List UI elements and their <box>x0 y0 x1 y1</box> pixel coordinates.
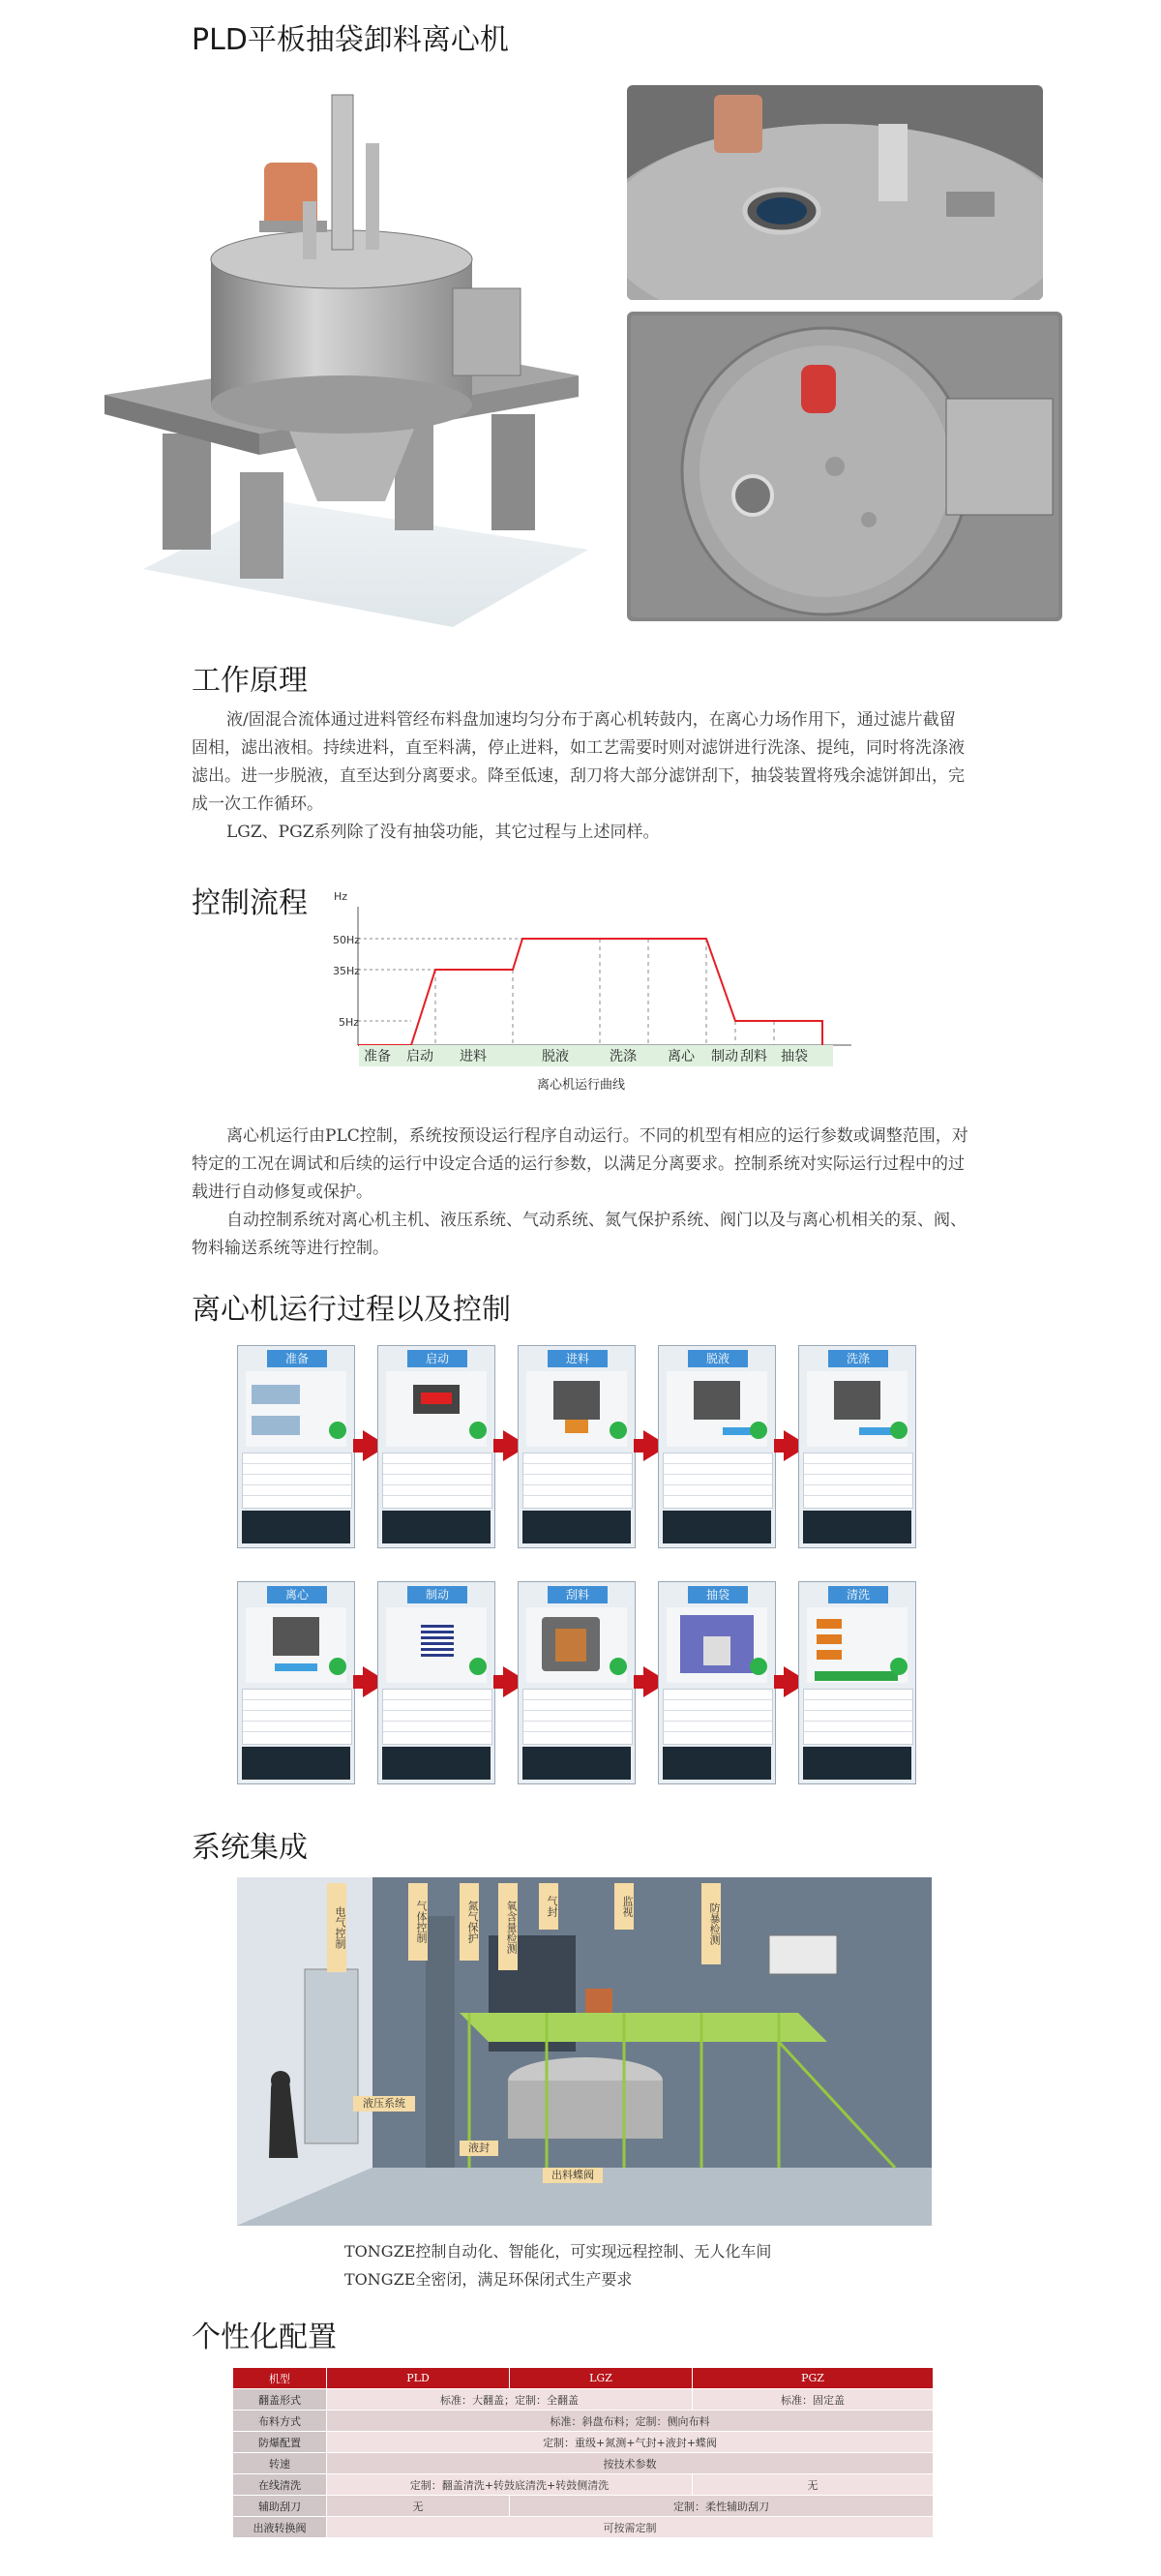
flow-screen-plot <box>242 1747 350 1780</box>
stage-label: 洗涤 <box>610 1049 637 1064</box>
integration-text-1: TONGZE控制自动化、智能化，可实现远程控制、无人化车间 <box>344 2242 772 2261</box>
table-cell: 按技术参数 <box>327 2453 934 2474</box>
callout-hydraulic-system: 液压系统 <box>353 2096 415 2112</box>
run-curve-chart <box>329 883 871 1095</box>
table-row <box>233 2389 934 2411</box>
table-cell: 可按需定制 <box>327 2517 934 2538</box>
row-label: 在线清洗 <box>233 2474 327 2496</box>
ok-indicator <box>610 1658 627 1675</box>
ok-indicator <box>610 1422 627 1439</box>
flow-screen-params <box>803 1453 913 1509</box>
principle-paragraph-2: LGZ、PGZ系列除了没有抽袋功能，其它过程与上述同样。 <box>226 823 660 842</box>
stage-label: 进料 <box>460 1049 487 1064</box>
flow-screen <box>518 1581 636 1784</box>
flow-screen <box>518 1345 636 1548</box>
curve-tick-5: 5Hz <box>339 1016 360 1029</box>
flow-screen-title: 启动 <box>407 1350 467 1367</box>
row-label: 翻盖形式 <box>233 2389 327 2411</box>
flow-screen-params <box>522 1453 633 1509</box>
callout-gas-control: 气体控制 <box>408 1883 428 1961</box>
callout-explosion-detection: 防暴检测 <box>701 1883 721 1964</box>
centrifuge-top-photo <box>627 85 1043 300</box>
curve-tick-35: 35Hz <box>333 965 361 977</box>
process-title: 离心机运行过程以及控制 <box>192 1293 511 1327</box>
header-cell: PLD <box>327 2368 510 2389</box>
row-label: 出液转换阀 <box>233 2517 327 2538</box>
flow-screen-plot <box>803 1511 911 1543</box>
table-cell: 标准：斜盘布料；定制：侧向布料 <box>327 2411 934 2432</box>
ok-indicator <box>890 1422 908 1439</box>
table-row <box>233 2496 934 2517</box>
stage-label: 抽袋 <box>781 1049 808 1064</box>
flow-screen-params <box>522 1689 633 1745</box>
callout-electrical-control: 电气控制 <box>327 1883 346 1972</box>
control-paragraph-2: 自动控制系统对离心机主机、液压系统、气动系统、氮气保护系统、阀门以及与离心机相关的泵、阀、物料输送系统等进行控制。 <box>192 1211 967 1258</box>
flow-screen <box>237 1345 355 1548</box>
ok-indicator <box>890 1658 908 1675</box>
flow-screen-params <box>663 1689 773 1745</box>
callout-liquid-seal: 液封 <box>460 2141 498 2156</box>
flow-screen <box>798 1345 916 1548</box>
table-row <box>233 2432 934 2453</box>
control-title: 控制流程 <box>192 886 308 920</box>
flow-screen-params <box>803 1689 913 1745</box>
flow-screen-params <box>242 1689 352 1745</box>
flow-screen-plot <box>242 1511 350 1543</box>
flow-screen-title: 准备 <box>267 1350 327 1367</box>
row-label: 防爆配置 <box>233 2432 327 2453</box>
header-cell: PGZ <box>693 2368 934 2389</box>
flow-screen <box>798 1581 916 1784</box>
flow-screen-title: 抽袋 <box>688 1586 748 1603</box>
ok-indicator <box>469 1422 487 1439</box>
ok-indicator <box>750 1422 767 1439</box>
config-table <box>232 2367 934 2538</box>
flow-screen <box>658 1345 776 1548</box>
centrifuge-plan-photo <box>627 312 1062 621</box>
table-cell: 标准：大翻盖；定制：全翻盖 <box>327 2389 693 2411</box>
flow-screen-title: 制动 <box>407 1586 467 1603</box>
callout-oxygen-detection: 氧含量检测 <box>498 1883 518 1970</box>
flow-screen-title: 刮料 <box>548 1586 608 1603</box>
principle-paragraph-1: 液/固混合流体通过进料管经布料盘加速均匀分布于离心机转鼓内，在离心力场作用下，通过滤片截留固相，滤出液相。持续进料，直至料满，停止进料，如工艺需要时则对滤饼进行洗涤、提纯，同时将洗涤液滤出。进一步脱液，直至达到分离要求。降至低速，刮刀将大部分滤饼刮下，抽袋装置将残余滤饼卸出，完成一次工作循环。 <box>192 710 965 814</box>
principle-title: 工作原理 <box>192 664 308 698</box>
flow-screen <box>377 1345 495 1548</box>
flow-screen <box>237 1581 355 1784</box>
flow-screen-plot <box>522 1747 631 1780</box>
flow-screen-params <box>242 1453 352 1509</box>
table-cell: 无 <box>693 2474 934 2496</box>
flow-screen-plot <box>382 1511 491 1543</box>
system-integration-image <box>237 1877 932 2226</box>
table-cell: 标准：固定盖 <box>693 2389 934 2411</box>
header-cell: 机型 <box>233 2368 327 2389</box>
table-cell: 定制：重级+氮测+气封+液封+蝶阀 <box>327 2432 934 2453</box>
curve-unit-label: Hz <box>334 890 348 903</box>
table-row <box>233 2517 934 2538</box>
flow-screen-plot <box>663 1511 771 1543</box>
stage-label: 制动 <box>711 1049 738 1064</box>
flow-screen-plot <box>522 1511 631 1543</box>
flow-screen-plot <box>803 1747 911 1780</box>
flow-screen-params <box>663 1453 773 1509</box>
ok-indicator <box>329 1422 346 1439</box>
product-title: PLD平板抽袋卸料离心机 <box>192 23 509 57</box>
flow-screen-plot <box>663 1747 771 1780</box>
flow-screen-params <box>382 1453 492 1509</box>
curve-caption: 离心机运行曲线 <box>537 1078 626 1093</box>
row-label: 辅助刮刀 <box>233 2496 327 2517</box>
stage-label: 启动 <box>406 1049 433 1064</box>
table-row <box>233 2474 934 2496</box>
callout-monitoring: 监视 <box>614 1883 634 1930</box>
table-row <box>233 2411 934 2432</box>
table-cell: 无 <box>327 2496 510 2517</box>
stage-label: 刮料 <box>740 1049 767 1064</box>
flow-screen-title: 洗涤 <box>828 1350 888 1367</box>
callout-discharge-valve: 出料蝶阀 <box>543 2168 603 2183</box>
flow-screen <box>658 1581 776 1784</box>
callout-gas-seal: 气封 <box>539 1883 558 1930</box>
flow-screen-title: 离心 <box>267 1586 327 1603</box>
flow-screen-title: 进料 <box>548 1350 608 1367</box>
flow-screen-plot <box>382 1747 491 1780</box>
ok-indicator <box>329 1658 346 1675</box>
table-row <box>233 2453 934 2474</box>
flow-screen-params <box>382 1689 492 1745</box>
ok-indicator <box>750 1658 767 1675</box>
stage-label: 脱液 <box>542 1049 569 1064</box>
callout-nitrogen-protection: 氮气保护 <box>460 1883 479 1961</box>
flow-screen-title: 脱液 <box>688 1350 748 1367</box>
table-cell: 定制：翻盖清洗+转鼓底清洗+转鼓侧清洗 <box>327 2474 693 2496</box>
control-paragraph-1: 离心机运行由PLC控制，系统按预设运行程序自动运行。不同的机型有相应的运行参数或调整范围，对特定的工况在调试和后续的运行中设定合适的运行参数，以满足分离要求。控制系统对实际运行过程中的过载进行自动修复或保护。 <box>192 1126 968 1202</box>
config-title: 个性化配置 <box>192 2321 337 2354</box>
stage-label: 准备 <box>364 1049 391 1064</box>
ok-indicator <box>469 1658 487 1675</box>
flow-screen <box>377 1581 495 1784</box>
row-label: 转速 <box>233 2453 327 2474</box>
centrifuge-main-photo <box>104 85 593 627</box>
header-cell: LGZ <box>510 2368 693 2389</box>
table-header-row <box>233 2368 934 2389</box>
stage-label: 离心 <box>668 1049 695 1064</box>
integration-text-2: TONGZE全密闭，满足环保闭式生产要求 <box>344 2270 633 2289</box>
flow-screen-title: 清洗 <box>828 1586 888 1603</box>
curve-tick-50: 50Hz <box>333 934 361 946</box>
table-cell: 定制：柔性辅助刮刀 <box>510 2496 934 2517</box>
row-label: 布料方式 <box>233 2411 327 2432</box>
system-title: 系统集成 <box>192 1831 308 1865</box>
